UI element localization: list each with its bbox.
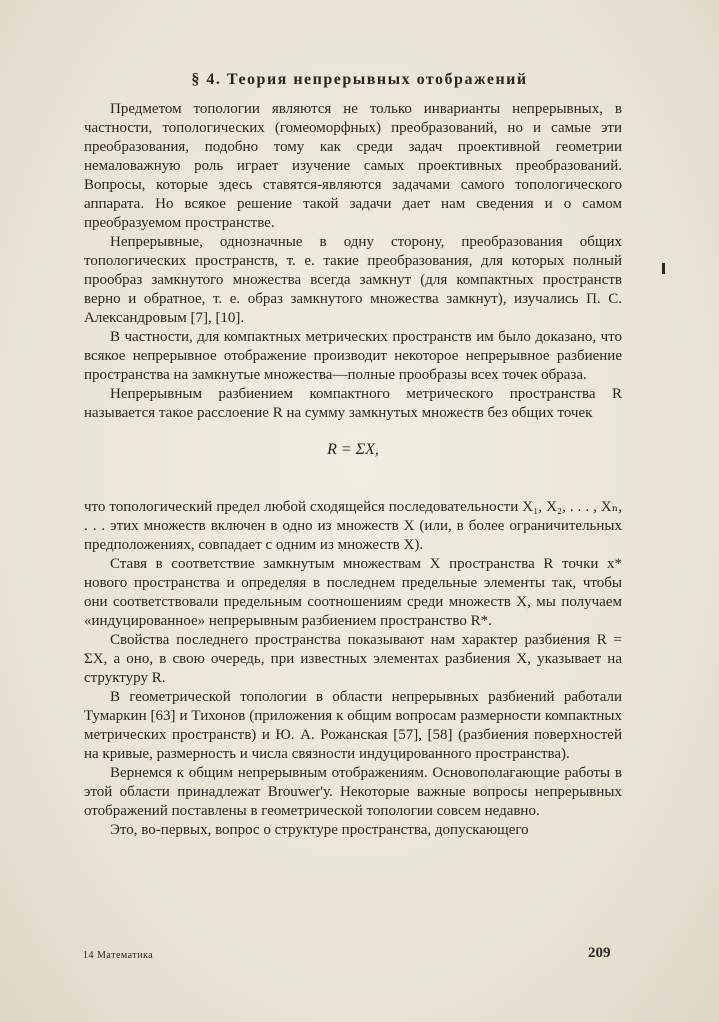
paragraph: В геометрической топологии в области непрерывных разбиений работали Тумаркин [63] и Тихонов (приложения к общим вопросам размерности компактных метрических пространств) и Ю. А. Рожанская [57], [58] (разбиения поверхностей на кривые, размерность и числа связности индуцированного пространства). — [84, 689, 622, 762]
section-heading: § 4. Теория непрерывных отображений — [191, 71, 528, 88]
paragraph: что топологический предел любой сходящейся последовательности X₁, X₂, . . . , Xₙ, . . . этих множеств включен в одно из множеств X (или, в более ограничительных предположениях, совпадает с одним из множеств X). — [84, 499, 622, 553]
paragraph: Это, во-первых, вопрос о структуре пространства, допускающего — [110, 822, 529, 838]
printer-signature: 14 Математика — [83, 950, 154, 961]
body-text — [84, 100, 622, 840]
paragraph: В частности, для компактных метрических пространств им было доказано, что всякое непрерывное отображение производит некоторое непрерывное разбиение пространства на замкнутые множества—полные прообразы всех точек образа. — [84, 329, 622, 383]
paragraph: Вернемся к общим непрерывным отображениям. Основополагающие работы в этой области принадлежат Brouwer'у. Некоторые важные вопросы непрерывных отображений поставлены в геометрической топологии совсем недавно. — [84, 765, 622, 819]
margin-mark — [662, 263, 665, 274]
paragraph: Непрерывным разбиением компактного метрического пространства R называется такое расслоение R на сумму замкнутых множеств без общих точек — [84, 386, 622, 421]
page-number: 209 — [588, 945, 611, 961]
formula: R = ΣX, — [327, 441, 379, 458]
paragraph: Непрерывные, однозначные в одну сторону, преобразования общих топологических пространств, т. е. такие преобразования, для которых полный прообраз замкнутого множества всегда замкнут (для компактных пространств верно и обратное, т. е. образ замкнутого множества замкнут), изучались П. С. Александровым [7], [10]. — [84, 234, 622, 326]
paragraph: Предметом топологии являются не только инварианты непрерывных, в частности, топологических (гомеоморфных) преобразований, но и самые эти преобразования, подобно тому как среди задач проективной геометрии немаловажную роль играет изучение самых проективных преобразований. Вопросы, которые здесь ставятся-являются задачами самого топологического аппарата. Но всякое решение такой задачи дает нам сведения и о самом преобразуемом пространстве. — [84, 101, 622, 231]
paragraph: Свойства последнего пространства показывают нам характер разбиения R = ΣX, а оно, в свою очередь, при известных элементах разбиения X, указывает на структуру R. — [84, 632, 622, 686]
paragraph: Ставя в соответствие замкнутым множествам X пространства R точки x* нового пространства и определяя в последнем предельные элементы так, чтобы они соответствовали предельным соотношениям среди множеств X, мы получаем «индуцированное» непрерывным разбиением пространство R*. — [84, 556, 622, 629]
